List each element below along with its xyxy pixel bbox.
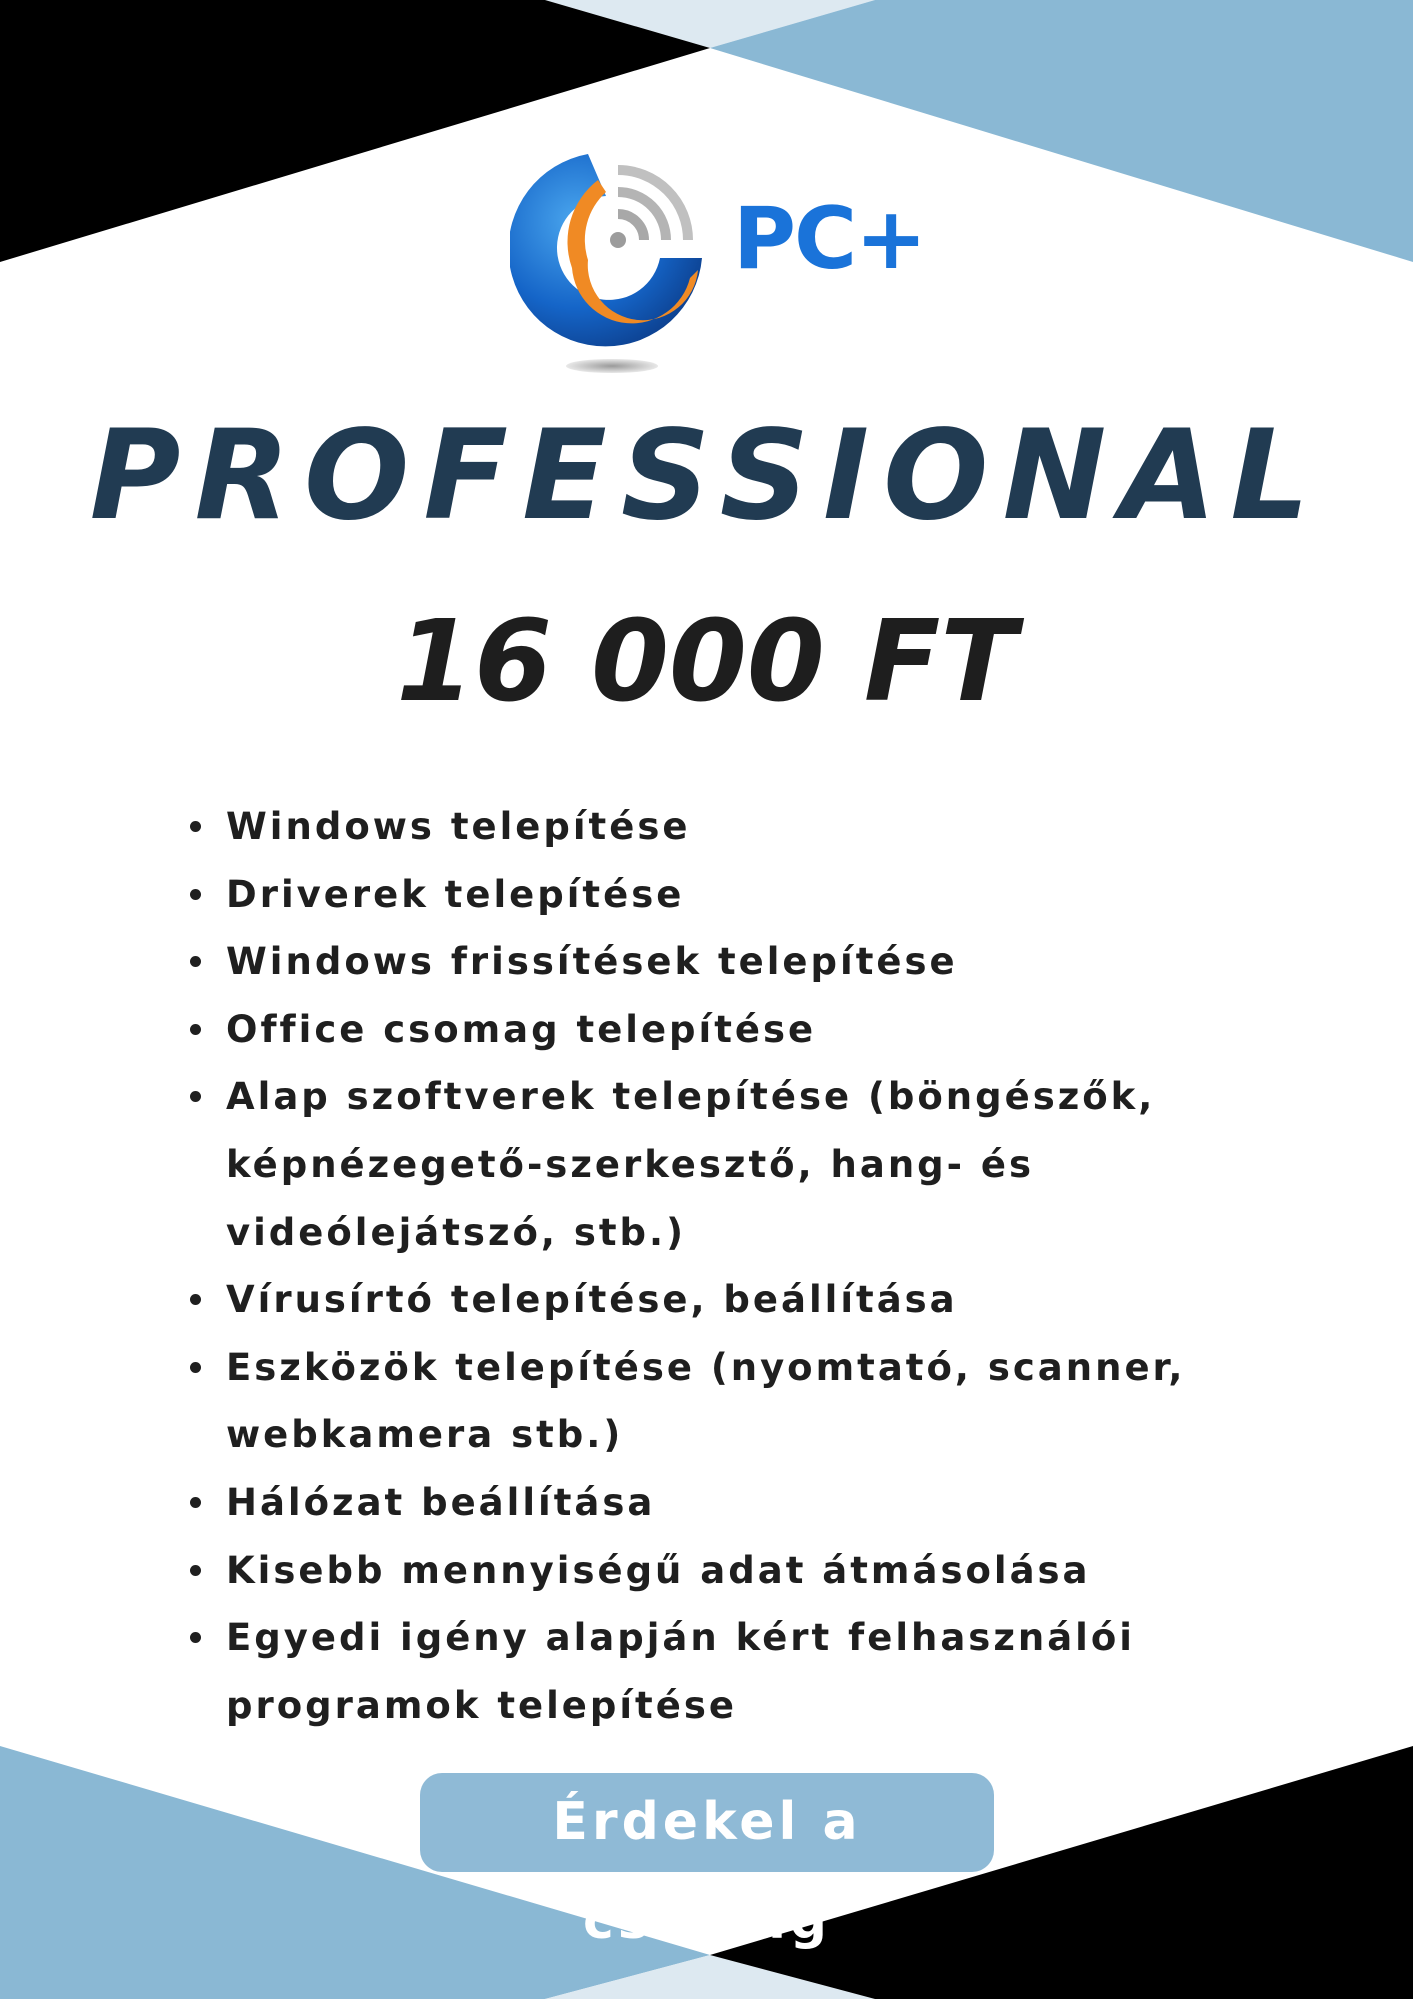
feature-item: Egyedi igény alapján kért felhasználói programok telepítése (186, 1604, 1246, 1739)
feature-item: Driverek telepítése (186, 861, 1246, 929)
feature-item: Hálózat beállítása (186, 1469, 1246, 1537)
package-price: 16 000 FT (396, 597, 1017, 727)
interest-button[interactable]: Érdekel a csomag (420, 1773, 994, 1872)
wifi-dot (610, 232, 626, 248)
feature-item: Office csomag telepítése (186, 996, 1246, 1064)
globe-body (510, 154, 702, 346)
feature-item: Kisebb mennyiségű adat átmásolása (186, 1537, 1246, 1605)
globe-shadow (566, 359, 658, 373)
brand-name: PC+ (733, 189, 926, 289)
feature-item: Eszközök telepítése (nyomtató, scanner, webkamera stb.) (186, 1334, 1246, 1469)
package-title: PROFESSIONAL (89, 404, 1324, 548)
feature-item: Windows frissítések telepítése (186, 928, 1246, 996)
feature-item: Alap szoftverek telepítése (böngészők, képnézegető-szerkesztő, hang- és videólejátszó, stb.) (186, 1063, 1246, 1266)
feature-item: Vírusírtó telepítése, beállítása (186, 1266, 1246, 1334)
feature-list (186, 793, 1246, 1739)
feature-item: Windows telepítése (186, 793, 1246, 861)
